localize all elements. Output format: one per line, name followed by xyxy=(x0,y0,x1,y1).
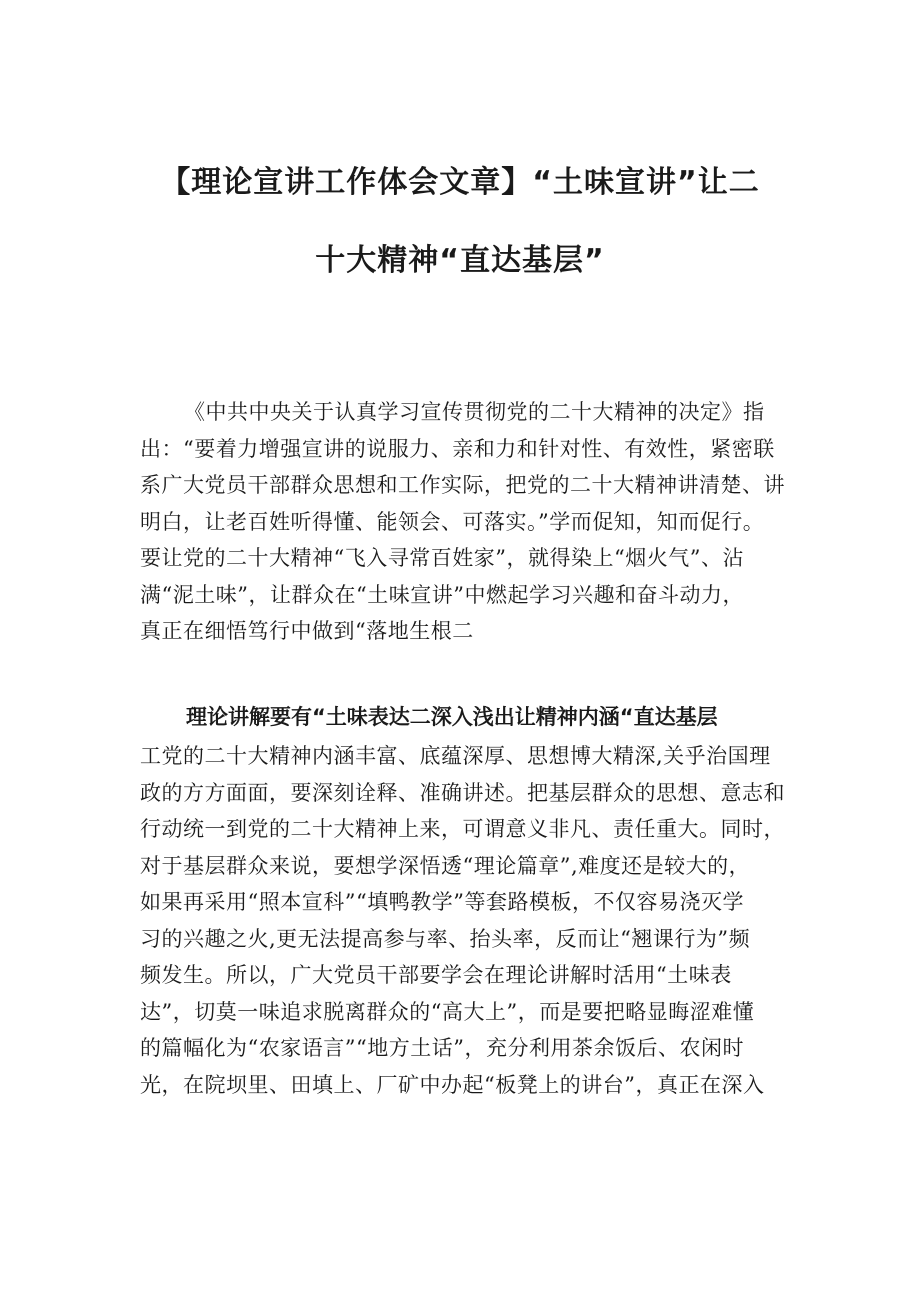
document-title-line-2: 十大精神“直达基层” xyxy=(315,243,605,278)
paragraph-2-line: 如果再采用“照本宣科”“填鸭教学”等套路模板，不仅容易浇灭学 xyxy=(140,890,744,914)
section-subheading: 理论讲解要有“土味表达二深入浅出让精神内涵“直达基层 xyxy=(186,705,718,729)
paragraph-2-line: 对于基层群众来说，要想学深悟透“理论篇章”,难度还是较大的， xyxy=(140,853,751,878)
paragraph-1-line: 要让党的二十大精神“飞入寻常百姓家”，就得染上“烟火气”、沾 xyxy=(140,546,744,570)
paragraph-2-line: 工党的二十大精神内涵丰富、底蕴深厚、思想博大精深,关乎治国理 xyxy=(140,744,771,768)
paragraph-2-line: 的篇幅化为“农家语言”“地方土话”，充分利用茶余饭后、农闲时 xyxy=(140,1036,744,1060)
paragraph-2-line: 光，在院坝里、田填上、厂矿中办起“板凳上的讲台”，真正在深入 xyxy=(140,1072,765,1097)
paragraph-2-line: 达”，切莫一味追求脱离群众的“高大上”，而是要把略显晦涩难懂 xyxy=(140,999,755,1024)
paragraph-1-line: 明白，让老百姓听得懂、能领会、可落实。”学而促知，知而促行。 xyxy=(140,509,765,534)
paragraph-1-line: 系广大党员干部群众思想和工作实际，把党的二十大精神讲清楚、讲 xyxy=(140,473,785,497)
paragraph-2-line: 频发生。所以，广大党员干部要学会在理论讲解时活用“土味表 xyxy=(140,963,732,987)
document-title-line-1: 【理论宣讲工作体会文章】“土味宣讲”让二 xyxy=(160,165,760,200)
paragraph-2-line: 行动统一到党的二十大精神上来，可谓意义非凡、责任重大。同时， xyxy=(140,817,785,841)
paragraph-2 xyxy=(140,738,804,1103)
paragraph-2-line: 政的方方面面，要深刻诠释、准确讲述。把基层群众的思想、意志和 xyxy=(140,780,785,805)
paragraph-2-line: 习的兴趣之火,更无法提高参与率、抬头率，反而让“翘课行为”频 xyxy=(140,926,751,951)
paragraph-1 xyxy=(140,394,804,650)
paragraph-1-line: 满“泥土味”，让群众在“土味宣讲”中燃起学习兴趣和奋斗动力， xyxy=(140,582,744,607)
paragraph-1-line: 出：“要着力增强宣讲的说服力、亲和力和针对性、有效性，紧密联 xyxy=(140,436,775,461)
paragraph-1-line: 真正在细悟笃行中做到“落地生根二 xyxy=(140,619,474,643)
paragraph-1-line: 《中共中央关于认真学习宣传贯彻党的二十大精神的决定》指 xyxy=(184,400,765,424)
